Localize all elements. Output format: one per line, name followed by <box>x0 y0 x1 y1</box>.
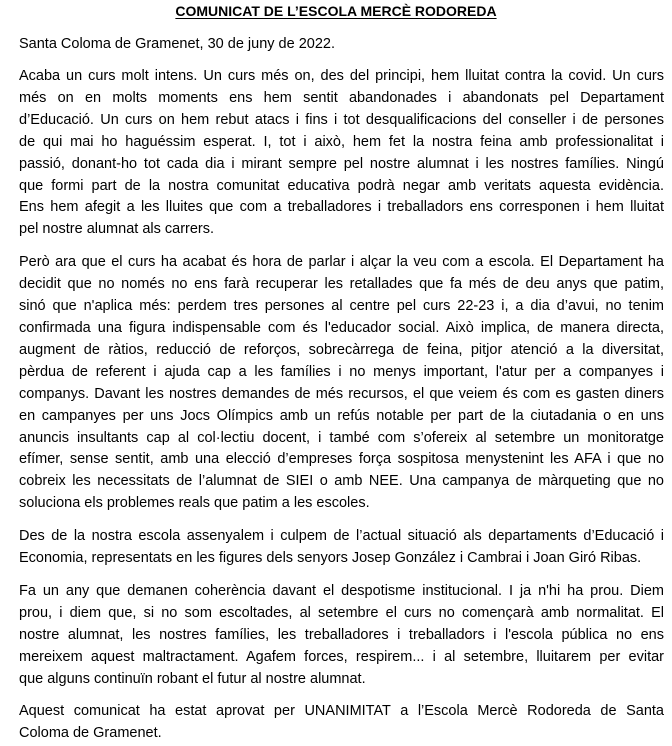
paragraph-line: sinó que n'aplica més: perdem tres persones al centre pel curs 22-23 i, a dia d’avui, no tenim <box>19 298 664 315</box>
document-body <box>19 33 664 745</box>
paragraph-line: Aquest comunicat ha estat aprovat per UNANIMITAT a l’Escola Mercè Rodoreda de Santa <box>19 703 664 720</box>
paragraph-line: cobreix les necessitats de l’alumnat de SIEI o amb NEE. Una campanya de màrqueting que no <box>19 473 664 490</box>
paragraph-line: pèrdua de referent i ajuda cap a les famílies i no menys important, l'atur per a companyes i <box>19 363 664 380</box>
paragraph-line: Però ara que el curs ha acabat és hora de parlar i alçar la veu com a escola. El Departament ha <box>19 254 664 271</box>
paragraph-line: Des de la nostra escola assenyalem i culpem de l’actual situació als departaments d’Educació i <box>19 528 664 545</box>
paragraph-line: Fa un any que demanen coherència davant el despotisme institucional. I ja n'hi ha prou. Diem <box>19 582 664 599</box>
paragraph-line: Acaba un curs molt intens. Un curs més on, des del principi, hem lluitat contra la covid. Un curs <box>19 68 664 84</box>
paragraph-line: Coloma de Gramenet. <box>19 725 162 742</box>
paragraph-line: que alguns continuïn robant el futur al nostre alumnat. <box>19 670 366 687</box>
paragraph-line: confirmada una figura indispensable com és l'educador social. Això implica, de manera directa, <box>19 319 664 336</box>
paragraph-line: prou, i diem que, si no som escoltades, al setembre el curs no començarà amb normalitat. El <box>19 604 664 621</box>
document-title: COMUNICAT DE L’ESCOLA MERCÈ RODOREDA <box>175 3 497 19</box>
paragraph-2 <box>19 252 664 515</box>
paragraph-line: de qui mai ho haguéssim esperat. I, tot i això, hem fet la nostra feina amb professionalitat i <box>19 133 664 150</box>
paragraph-line: anuncis insultants cap al col·lectiu docent, i també com s’ofereix al setembre un monitoratge <box>19 429 664 446</box>
paragraph-line: mereixem aquest maltractament. Agafem forces, respirem... i al setembre, lluitarem per evitar <box>19 648 664 665</box>
paragraph-line: efímer, sense sentit, amb una elecció d’empreses força sospitosa menystenint les AFA i que no <box>19 451 664 468</box>
paragraph-line: pel nostre alumnat als carrers. <box>19 221 215 238</box>
paragraph-line: que formi part de la nostra comunitat educativa podrà negar amb veritats aquesta evidència. <box>19 177 664 194</box>
paragraph-line: decidit que no només no ens farà recuperar les retallades que fa més de deu anys que patim, <box>19 276 664 293</box>
paragraph-line: d’Educació. Un curs on hem rebut atacs i fins i tot desqualificacions del conseller i de persones <box>19 111 664 128</box>
paragraph-line: passió, donant-ho tot cada dia i mirant sempre pel nostre alumnat i les nostres famílies. Ningú <box>19 155 664 172</box>
paragraph-line: augment de ràtios, reducció de reforços, sobrecàrrega de feina, pitjor atenció a la diversitat, <box>19 341 664 358</box>
place-date: Santa Coloma de Gramenet, 30 de juny de 2022. <box>19 36 335 52</box>
paragraph-4 <box>19 581 664 691</box>
paragraph-line: soluciona els problemes reals que patim a les escoles. <box>19 495 370 512</box>
paragraph-line: Ens hem afegit a les lluites que com a treballadores i treballadors ens corresponen i hem lluitat <box>19 199 664 216</box>
paragraph-5 <box>19 701 664 745</box>
paragraph-line: Economia, representats en les figures dels senyors Josep González i Cambrai i Joan Giró Ribas. <box>19 550 642 567</box>
paragraph-line: més on en molts moments ens hem sentit abandonades i abandonats pel Departament <box>19 89 664 106</box>
paragraph-3 <box>19 526 664 570</box>
paragraph-line: nostre alumnat, les nostres famílies, les treballadores i treballadors i l'escola pública no ens <box>19 626 664 643</box>
paragraph-1 <box>19 66 664 241</box>
paragraph-line: en campanyes per uns Jocs Olímpics amb un refús notable per part de la ciutadania o en uns <box>19 407 664 424</box>
paragraph-line: companys. Davant les nostres demandes de més recursos, el que veiem és com es gasten diners <box>19 385 664 402</box>
